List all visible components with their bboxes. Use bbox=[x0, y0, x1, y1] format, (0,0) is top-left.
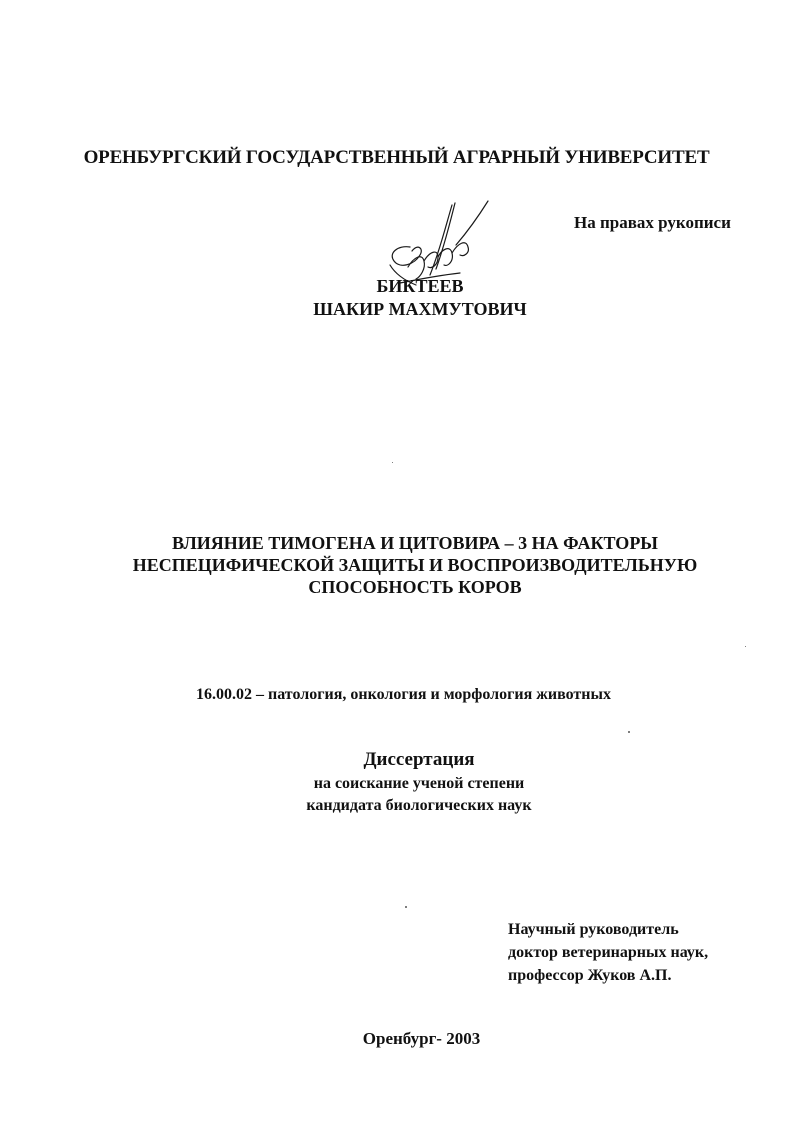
advisor-line: профессор Жуков А.П. bbox=[508, 967, 672, 984]
degree-line: кандидата биологических наук bbox=[306, 797, 532, 814]
dissertation-title-line: НЕСПЕЦИФИЧЕСКОЙ ЗАЩИТЫ И ВОСПРОИЗВОДИТЕЛЬНУЮ bbox=[132, 555, 698, 575]
scan-speck bbox=[745, 646, 746, 647]
institution-name: ОРЕНБУРГСКИЙ ГОСУДАРСТВЕННЫЙ АГРАРНЫЙ УНИВЕРСИТЕТ bbox=[83, 147, 710, 168]
scan-speck bbox=[628, 731, 630, 733]
scan-speck bbox=[405, 906, 407, 908]
dissertation-title-line: СПОСОБНОСТЬ КОРОВ bbox=[308, 577, 522, 597]
document-type: Диссертация bbox=[363, 749, 475, 770]
author-surname: БИКТЕЕВ bbox=[376, 276, 464, 296]
dissertation-title-line: ВЛИЯНИЕ ТИМОГЕНА И ЦИТОВИРА – 3 НА ФАКТОРЫ bbox=[172, 533, 658, 553]
scan-speck bbox=[392, 462, 393, 463]
manuscript-rights-note: На правах рукописи bbox=[574, 213, 731, 232]
degree-line: на соискание ученой степени bbox=[313, 775, 525, 792]
advisor-line: доктор ветеринарных наук, bbox=[508, 944, 709, 961]
specialty-code: 16.00.02 – патология, онкология и морфология животных bbox=[196, 686, 611, 703]
author-given-names: ШАКИР МАХМУТОВИЧ bbox=[313, 299, 527, 319]
advisor-line: Научный руководитель bbox=[508, 921, 679, 938]
place-and-year: Оренбург- 2003 bbox=[362, 1029, 481, 1048]
